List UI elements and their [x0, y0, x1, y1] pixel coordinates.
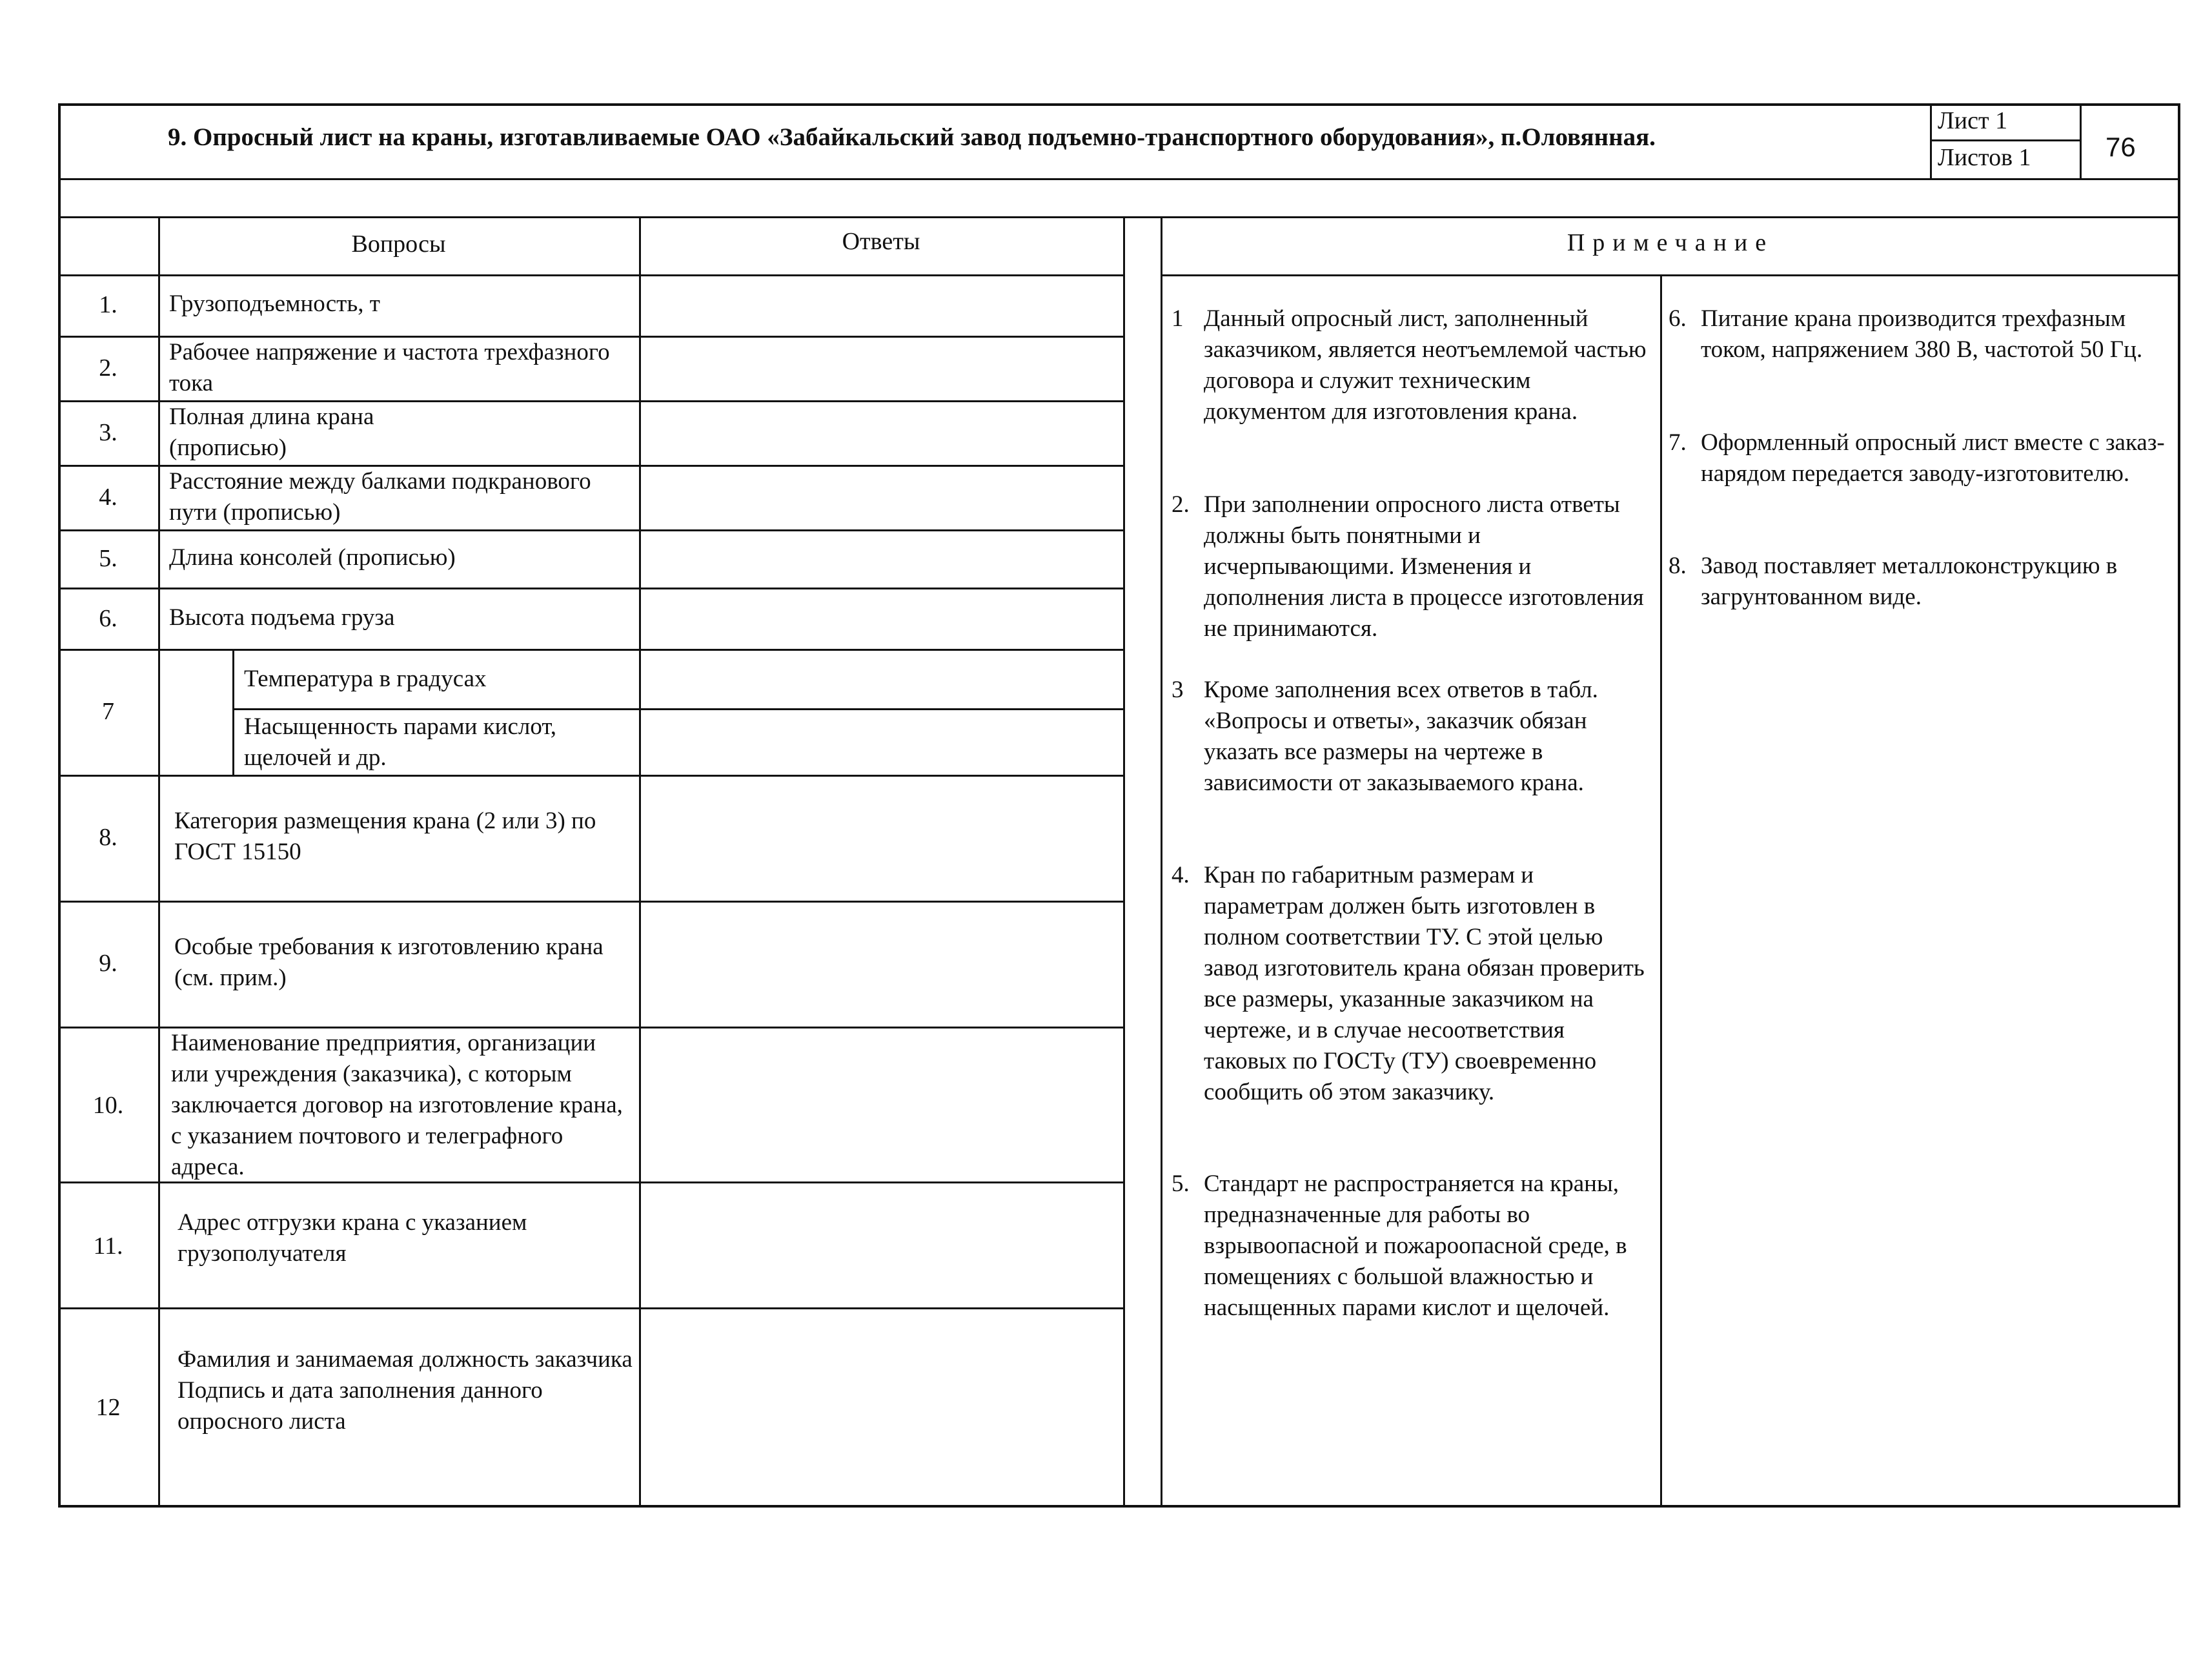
- question-text: Наименование предприятия, организации или учреждения (заказчика), с которым заключается договор на изготовление крана, с указанием почтового и телеграфного адреса.: [171, 1030, 623, 1180]
- note-item: [1172, 489, 1649, 644]
- question-text: Грузоподъемность, т: [169, 291, 380, 317]
- note-number: 5.: [1172, 1171, 1190, 1197]
- col-num-border: [158, 216, 160, 1508]
- question-text: Особые требования к изготовлению крана (см. прим.): [174, 934, 604, 991]
- row-number: 3.: [99, 419, 117, 446]
- sheet-box-mid: [2080, 103, 2082, 179]
- question-text: Адрес отгрузки крана с указанием грузополучателя: [178, 1209, 527, 1267]
- row-separator: [58, 1307, 1123, 1309]
- question-text: Рабочее напряжение и частота трехфазного тока: [169, 339, 610, 396]
- note-number: 4.: [1172, 862, 1190, 888]
- row-number: 2.: [99, 354, 117, 382]
- row-number: 8.: [99, 824, 117, 851]
- question-text: Фамилия и занимаемая должность заказчика Подпись и дата заполнения данного опросного листа: [178, 1346, 633, 1435]
- row-separator: [58, 775, 1123, 777]
- note-text: Оформленный опросный лист вместе с заказ-нарядом передается заводу-изготовителю.: [1701, 429, 2165, 487]
- note-item: [1669, 427, 2166, 489]
- note-text: Стандарт не распространяется на краны, предназначенные для работы во взрывоопасной и пожароопасной среде, в помещениях с большой влажностью и насыщенных парами кислот и щелочей.: [1204, 1171, 1627, 1321]
- row-number: 11.: [93, 1232, 123, 1260]
- note-item: [1669, 303, 2166, 365]
- row-number: 7: [102, 698, 114, 725]
- note-item: [1172, 303, 1649, 427]
- sheets-label: Листов 1: [1938, 144, 2031, 171]
- question-text: Длина консолей (прописью): [169, 544, 456, 571]
- note-text: Данный опросный лист, заполненный заказчиком, является неотъемлемой частью договора и служит техническим документом для изготовления крана.: [1204, 305, 1647, 425]
- question-subtext: Температура в градусах: [244, 666, 487, 692]
- row-number: 1.: [99, 291, 117, 318]
- page-title: 9. Опросный лист на краны, изготавливаемые ОАО «Забайкальский завод подъемно-транспортного оборудования», п.Оловянная.: [168, 123, 1656, 151]
- question-text: Расстояние между балками подкранового пути (прописью): [169, 468, 591, 526]
- note-text: Кран по габаритным размерам и параметрам должен быть изготовлен в полном соответствии ТУ. С этой целью завод изготовитель крана обязан проверить все размеры, указанные заказчиком на чертеже, и в случае несоответствия таковых по ГОСТу (ТУ) своевременно сообщить об этом заказчику.: [1204, 862, 1645, 1105]
- header-divider: [58, 178, 2180, 180]
- row-separator: [58, 588, 1123, 589]
- note-number: 1: [1172, 305, 1184, 332]
- notes-title: Примечание: [1567, 229, 1774, 256]
- col-a-border: [1123, 216, 1125, 1508]
- note-item: [1669, 551, 2166, 613]
- row-number: 5.: [99, 545, 117, 572]
- notes-left-border: [1161, 216, 1162, 1508]
- note-text: Завод поставляет металлоконструкцию в загрунтованном виде.: [1701, 553, 2118, 610]
- note-number: 3: [1172, 677, 1184, 703]
- note-item: [1172, 860, 1649, 1108]
- col-header-questions: Вопросы: [351, 230, 446, 258]
- row-number: 9.: [99, 950, 117, 977]
- page-number: 76: [2105, 132, 2136, 162]
- col-q-border: [639, 216, 641, 1508]
- row-number: 10.: [92, 1092, 124, 1119]
- question-text: Высота подъема груза: [169, 604, 395, 631]
- row-number: 6.: [99, 605, 117, 632]
- col-header-answers: Ответы: [842, 228, 920, 255]
- note-text: При заполнении опросного листа ответы должны быть понятными и исчерпывающими. Изменения и дополнения листа в процессе изготовления не принимаются.: [1204, 491, 1644, 642]
- row-number: 4.: [99, 484, 117, 511]
- subheader-divider: [58, 216, 2180, 218]
- row-separator: [58, 649, 1123, 651]
- note-text: Кроме заполнения всех ответов в табл. «Вопросы и ответы», заказчик обязан указать все размеры на чертеже в зависимости от заказываемого крана.: [1204, 677, 1598, 796]
- note-text: Питание крана производится трехфазным током, напряжением 380 В, частотой 50 Гц.: [1701, 305, 2143, 363]
- note-item: [1172, 1169, 1649, 1324]
- notes-mid-border: [1660, 274, 1662, 1508]
- row-separator: [58, 529, 1123, 531]
- sheet-box-divider: [1930, 139, 2080, 141]
- row7-sub-separator: [232, 708, 1123, 710]
- question-subtext: Насыщенность парами кислот, щелочей и др.: [244, 713, 556, 771]
- note-number: 6.: [1669, 305, 1687, 332]
- note-number: 8.: [1669, 553, 1687, 579]
- row7-sub-border: [232, 649, 234, 775]
- question-text: Полная длина крана (прописью): [169, 404, 374, 461]
- sheet-box-left: [1930, 103, 1932, 179]
- table-header-line: [58, 274, 1123, 276]
- notes-header-line: [1161, 274, 2180, 276]
- row-number: 12: [96, 1394, 121, 1421]
- note-number: 2.: [1172, 491, 1190, 518]
- sheet-label: Лист 1: [1938, 107, 2008, 134]
- note-number: 7.: [1669, 429, 1687, 456]
- row-separator: [58, 901, 1123, 903]
- question-text: Категория размещения крана (2 или 3) по ГОСТ 15150: [174, 808, 596, 865]
- note-item: [1172, 675, 1649, 799]
